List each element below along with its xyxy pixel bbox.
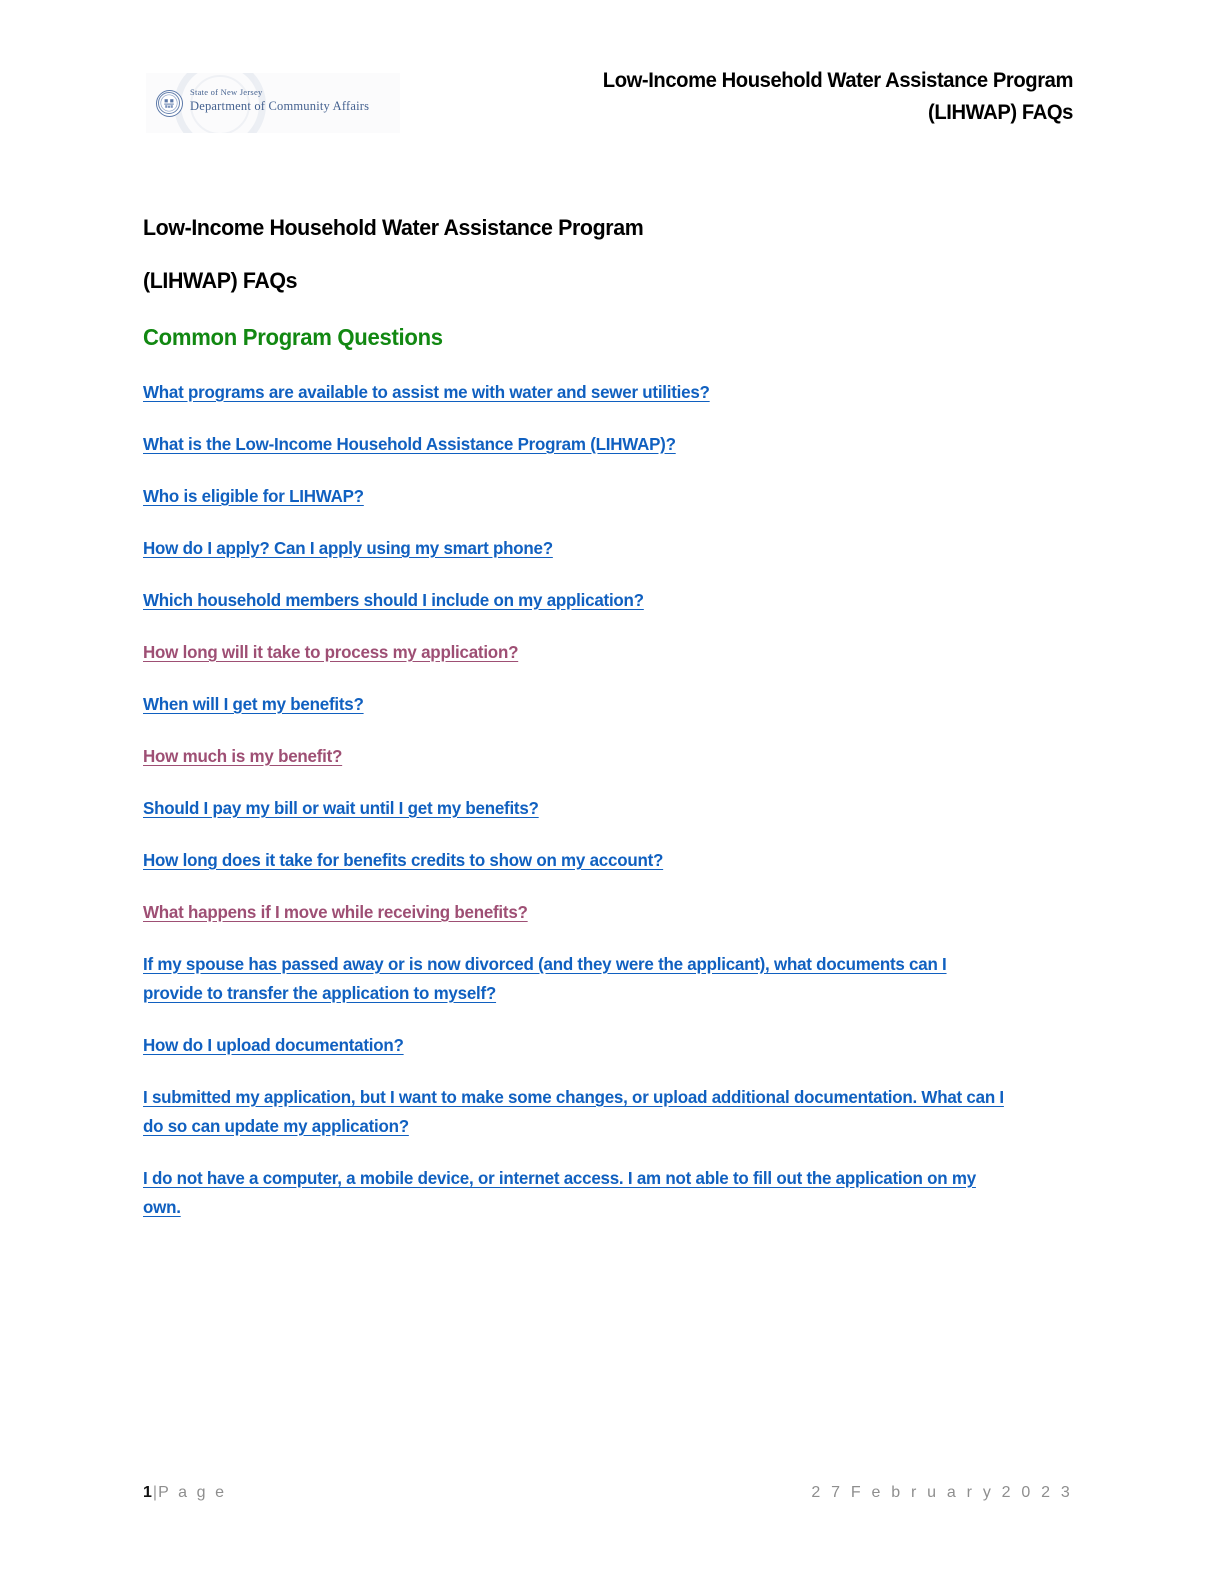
logo-line-department: Department of Community Affairs (190, 99, 370, 113)
logo-wordmark (190, 87, 369, 114)
nj-dca-logo (146, 73, 400, 133)
faq-link-update-submitted-application[interactable]: I submitted my application, but I want to make some changes, or upload additional documentation. What can I do so can update my application? (143, 1087, 1004, 1136)
faq-link-how-do-i-apply[interactable]: How do I apply? Can I apply using my smart phone? (143, 538, 553, 558)
footer-page-num-value: 1 (143, 1484, 152, 1501)
header-title-line2: (LIHWAP) FAQs (928, 100, 1073, 124)
footer-separator: | (152, 1484, 158, 1501)
logo-line-state: State of New Jersey (190, 87, 263, 97)
faq-link-moving-while-receiving[interactable]: What happens if I move while receiving benefits? (143, 902, 528, 922)
page-title-line2: (LIHWAP) FAQs (143, 268, 298, 293)
faq-link-no-computer-access[interactable]: I do not have a computer, a mobile device, or internet access. I am not able to fill out the application on my own. (143, 1168, 976, 1217)
faq-link-credit-posting-time[interactable]: How long does it take for benefits credits to show on my account? (143, 850, 664, 870)
footer-date: 2 7 F e b r u a r y 2 0 2 3 (811, 1484, 1073, 1501)
document-header (143, 64, 1073, 174)
faq-link-household-members[interactable]: Which household members should I include on my application? (143, 590, 644, 610)
faq-link-processing-time[interactable]: How long will it take to process my application? (143, 642, 519, 662)
nj-state-seal-icon (156, 90, 183, 117)
document-body (143, 213, 1073, 1245)
faq-link-when-benefits[interactable]: When will I get my benefits? (143, 694, 364, 714)
faq-link-list (143, 378, 1073, 1222)
faq-link-who-is-eligible[interactable]: Who is eligible for LIHWAP? (143, 486, 364, 506)
document-footer (143, 1482, 1073, 1506)
faq-link-transfer-application[interactable]: If my spouse has passed away or is now divorced (and they were the applicant), what documents can I provide to transfer the application to myself? (143, 954, 947, 1003)
faq-link-water-sewer-programs[interactable]: What programs are available to assist me with water and sewer utilities? (143, 382, 710, 402)
faq-link-pay-bill-or-wait[interactable]: Should I pay my bill or wait until I get my benefits? (143, 798, 539, 818)
footer-page-word: P a g e (158, 1484, 227, 1501)
header-title-line1: Low-Income Household Water Assistance Program (602, 68, 1073, 92)
footer-page-number (143, 1482, 227, 1504)
faq-link-upload-documentation[interactable]: How do I upload documentation? (143, 1035, 404, 1055)
page-title-line1: Low-Income Household Water Assistance Program (143, 215, 644, 240)
header-title (453, 64, 1073, 128)
faq-link-what-is-lihwap[interactable]: What is the Low-Income Household Assistance Program (LIHWAP)? (143, 434, 676, 454)
section-heading-common-program-questions: Common Program Questions (143, 324, 443, 350)
faq-link-benefit-amount[interactable]: How much is my benefit? (143, 746, 343, 766)
